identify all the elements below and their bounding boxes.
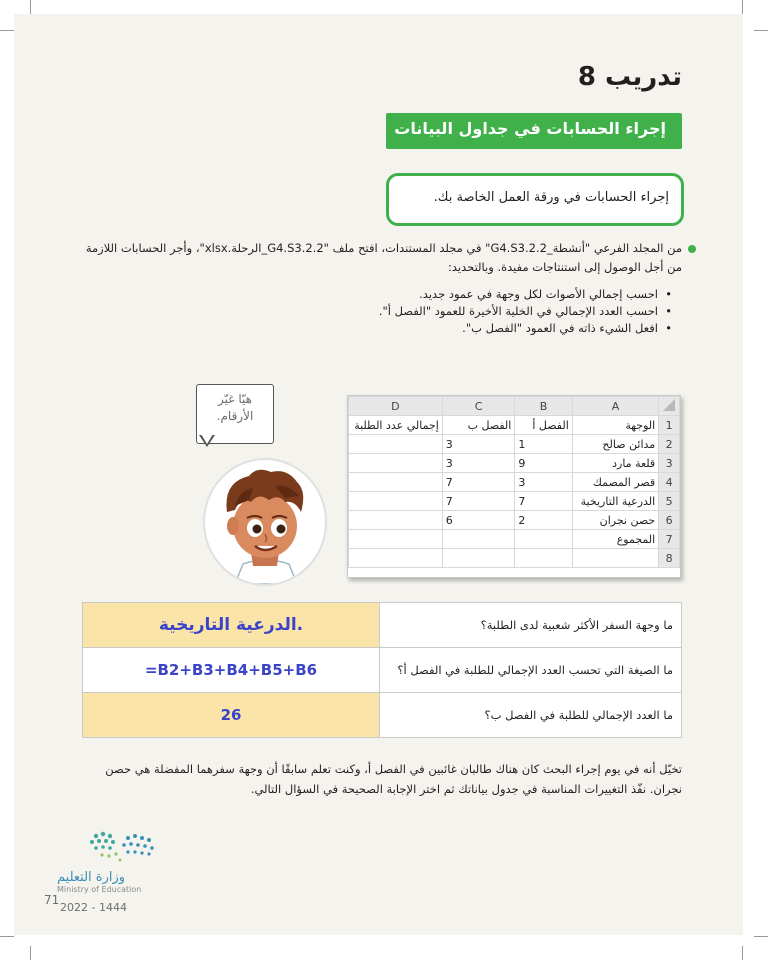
select-all-icon bbox=[663, 399, 675, 411]
row-number[interactable]: 2 bbox=[659, 435, 680, 454]
green-bullet-icon bbox=[688, 245, 696, 253]
speech-bubble-text bbox=[197, 391, 273, 425]
cell[interactable] bbox=[349, 530, 443, 549]
speech-line: الأرقام. bbox=[216, 409, 254, 423]
task-box bbox=[386, 173, 684, 226]
cell[interactable]: الدرعية التاريخية bbox=[572, 492, 658, 511]
cell[interactable] bbox=[515, 549, 572, 568]
cell[interactable] bbox=[349, 511, 443, 530]
speech-line: هيّا غيّر bbox=[218, 392, 252, 406]
instructions-paragraph bbox=[68, 239, 682, 277]
cell[interactable] bbox=[349, 473, 443, 492]
cell[interactable]: الفصل ب bbox=[442, 416, 515, 435]
table-row bbox=[349, 511, 680, 530]
cell[interactable]: 6 bbox=[442, 511, 515, 530]
qa-row bbox=[83, 603, 682, 648]
cell[interactable] bbox=[442, 549, 515, 568]
task-text: إجراء الحسابات في ورقة العمل الخاصة بك. bbox=[433, 190, 669, 205]
exercise-title: تدريب 8 bbox=[577, 62, 682, 92]
answer-cell: =B2+B3+B4+B5+B6 bbox=[83, 648, 380, 693]
cell[interactable] bbox=[442, 530, 515, 549]
cell[interactable]: مدائن صالح bbox=[572, 435, 658, 454]
cell[interactable]: 7 bbox=[442, 492, 515, 511]
answer-cell: الدرعية التاريخية. bbox=[83, 603, 380, 648]
qa-row bbox=[83, 693, 682, 738]
qa-row bbox=[83, 648, 682, 693]
crop-mark bbox=[742, 946, 743, 960]
list-item: • افعل الشيء ذاته في العمود "الفصل ب". bbox=[192, 320, 672, 337]
qa-grid bbox=[82, 602, 682, 738]
row-number[interactable]: 1 bbox=[659, 416, 680, 435]
crop-mark bbox=[30, 0, 31, 14]
closing-paragraph: تخيّل أنه في يوم إجراء البحث كان هناك طالبان غائبين في الفصل أ، وكنت تعلم سابقًا أن وجهة سفرهما المفضلة هي حصن نجران. نفّذ التغييرات المناسبة في جدول بياناتك ثم اختر الإجابة الصحيحة في السؤال التالي. bbox=[105, 762, 682, 796]
table-row bbox=[349, 435, 680, 454]
cell[interactable]: 7 bbox=[515, 492, 572, 511]
cell[interactable] bbox=[572, 549, 658, 568]
cell[interactable]: قصر المصمك bbox=[572, 473, 658, 492]
crop-mark bbox=[30, 946, 31, 960]
instructions-text: من المجلد الفرعي "أنشطة_G4.S3.2.2" في مجلد المستندات، افتح ملف "G4.S3.2.2_الرحلة.xlsx"، وأجر الحسابات اللازمة من أجل الوصول إلى استنتاجات مفيدة. وبالتحديد: bbox=[85, 241, 682, 274]
ministry-logo-icon bbox=[58, 828, 178, 868]
table-row bbox=[349, 416, 680, 435]
column-header[interactable]: D bbox=[349, 397, 443, 416]
crop-mark bbox=[742, 0, 743, 14]
cell[interactable]: المجموع bbox=[572, 530, 658, 549]
row-number[interactable]: 5 bbox=[659, 492, 680, 511]
cell[interactable]: حصن نجران bbox=[572, 511, 658, 530]
cell[interactable]: 9 bbox=[515, 454, 572, 473]
column-header[interactable]: B bbox=[515, 397, 572, 416]
crop-mark bbox=[754, 936, 768, 937]
ministry-name-arabic: وزارة التعليم bbox=[57, 870, 126, 885]
cell[interactable] bbox=[349, 454, 443, 473]
qa-table bbox=[82, 602, 682, 738]
cell[interactable]: إجمالي عدد الطلبة bbox=[349, 416, 443, 435]
cell[interactable] bbox=[349, 435, 443, 454]
cell[interactable]: 3 bbox=[442, 435, 515, 454]
banner-text: إجراء الحسابات في جداول البيانات bbox=[394, 119, 666, 138]
table-row bbox=[349, 473, 680, 492]
crop-mark bbox=[0, 30, 14, 31]
list-item: • احسب إجمالي الأصوات لكل وجهة في عمود جديد. bbox=[192, 286, 672, 303]
row-number[interactable]: 6 bbox=[659, 511, 680, 530]
cell[interactable] bbox=[349, 549, 443, 568]
section-banner bbox=[386, 113, 682, 149]
cell[interactable]: 3 bbox=[515, 473, 572, 492]
cell[interactable]: الفصل أ bbox=[515, 416, 572, 435]
row-number[interactable]: 8 bbox=[659, 549, 680, 568]
row-number[interactable]: 7 bbox=[659, 530, 680, 549]
spreadsheet-table bbox=[348, 396, 680, 568]
edition-year: 2022 - 1444 bbox=[60, 901, 127, 914]
corner-cell[interactable] bbox=[659, 397, 680, 416]
table-row bbox=[349, 530, 680, 549]
boy-icon bbox=[205, 460, 325, 584]
answer-cell: 26 bbox=[83, 693, 380, 738]
cell[interactable]: قلعة مارد bbox=[572, 454, 658, 473]
crop-mark bbox=[0, 936, 14, 937]
speech-bubble-tail-fill bbox=[201, 434, 213, 444]
page-number: 71 bbox=[44, 893, 60, 907]
question-cell: ما الصيغة التي تحسب العدد الإجمالي للطلبة في الفصل أ؟ bbox=[380, 648, 682, 693]
cell[interactable] bbox=[349, 492, 443, 511]
row-number[interactable]: 3 bbox=[659, 454, 680, 473]
spreadsheet bbox=[347, 395, 681, 578]
column-header[interactable]: C bbox=[442, 397, 515, 416]
cell[interactable]: 7 bbox=[442, 473, 515, 492]
boy-illustration bbox=[203, 458, 327, 586]
crop-mark bbox=[754, 30, 768, 31]
column-header[interactable]: A bbox=[572, 397, 658, 416]
cell[interactable] bbox=[515, 530, 572, 549]
instructions-list bbox=[192, 286, 672, 337]
cell[interactable]: الوجهة bbox=[572, 416, 658, 435]
question-cell: ما العدد الإجمالي للطلبة في الفصل ب؟ bbox=[380, 693, 682, 738]
column-header-row bbox=[349, 397, 680, 416]
table-row bbox=[349, 492, 680, 511]
list-item: • احسب العدد الإجمالي في الخلية الأخيرة للعمود "الفصل أ". bbox=[192, 303, 672, 320]
question-cell: ما وجهة السفر الأكثر شعبية لدى الطلبة؟ bbox=[380, 603, 682, 648]
cell[interactable]: 2 bbox=[515, 511, 572, 530]
cell[interactable]: 3 bbox=[442, 454, 515, 473]
cell[interactable]: 1 bbox=[515, 435, 572, 454]
row-number[interactable]: 4 bbox=[659, 473, 680, 492]
table-row bbox=[349, 454, 680, 473]
ministry-name-english: Ministry of Education bbox=[57, 885, 142, 894]
table-row bbox=[349, 549, 680, 568]
